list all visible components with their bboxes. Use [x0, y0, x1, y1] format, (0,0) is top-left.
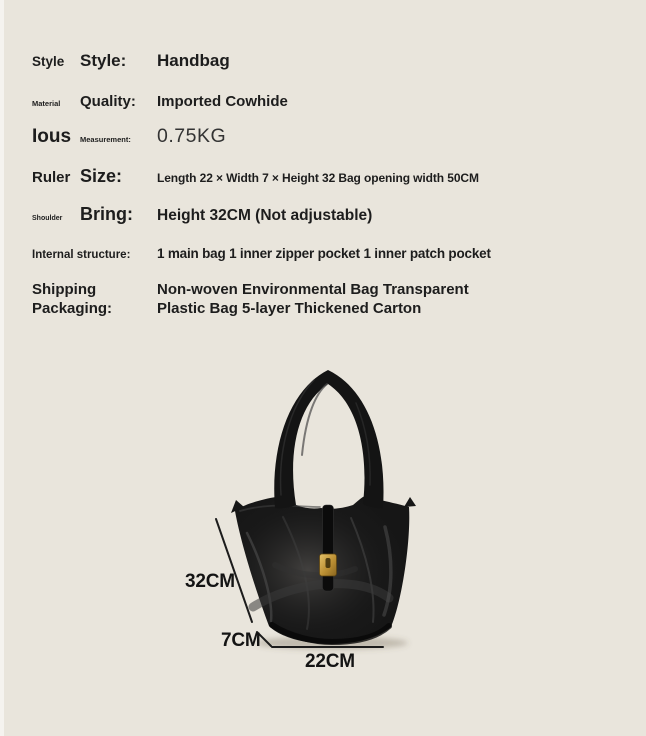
dimension-label-height: 32CM	[185, 571, 235, 592]
spec-row-weight	[32, 125, 634, 148]
spec-value: 0.75KG	[157, 125, 227, 147]
spec-label: Size:	[80, 166, 123, 186]
spec-row-size	[32, 166, 634, 187]
spec-tag: Ious	[32, 126, 72, 147]
spec-row-strap	[32, 204, 634, 225]
spec-row-internal-structure	[32, 246, 634, 261]
spec-value: Non-woven Environmental Bag Transparent Plastic Bag 5-layer Thickened Carton	[157, 281, 469, 318]
left-edge-highlight	[0, 0, 4, 736]
spec-tag: Shoulder	[32, 215, 63, 222]
spec-value: 1 main bag 1 inner zipper pocket 1 inner patch pocket	[157, 246, 491, 261]
front-strap	[323, 505, 334, 591]
spec-label: Measurement:	[80, 135, 131, 144]
spec-tag: Ruler	[32, 169, 71, 186]
spec-row-style	[32, 51, 634, 71]
spec-label: Quality:	[80, 93, 136, 110]
handbag-product-image	[180, 355, 480, 655]
dimension-label-depth: 7CM	[221, 630, 261, 651]
spec-row-quality	[32, 93, 634, 110]
spec-value: Imported Cowhide	[157, 93, 288, 110]
spec-label: Bring:	[80, 204, 133, 224]
spec-label: Internal structure:	[32, 249, 131, 261]
spec-label: Style:	[80, 51, 127, 70]
spec-value: Length 22 × Width 7 × Height 32 Bag opening width 50CM	[157, 171, 479, 185]
spec-row-shipping-packaging	[32, 280, 634, 318]
dimension-label-length: 22CM	[305, 651, 355, 672]
spec-value: Handbag	[157, 51, 230, 70]
spec-tag: Material	[32, 99, 61, 108]
spec-label: Shipping Packaging:	[32, 281, 113, 318]
spec-tag: Style	[32, 54, 65, 69]
spec-value: Height 32CM (Not adjustable)	[157, 207, 373, 224]
